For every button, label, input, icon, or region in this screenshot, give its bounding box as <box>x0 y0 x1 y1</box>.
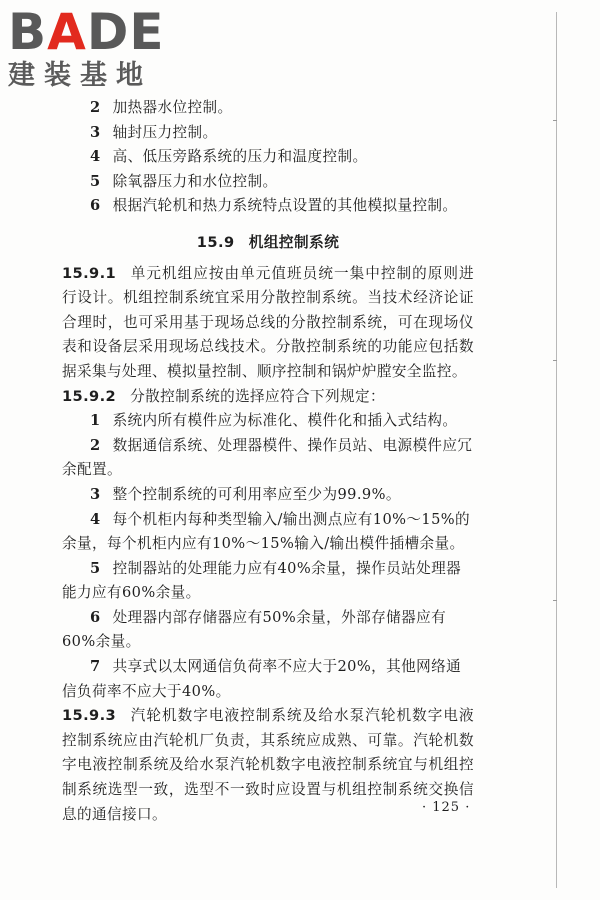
clause-15-9-3 <box>62 704 474 827</box>
item-text: 除氧器压力和水位控制。 <box>112 172 278 190</box>
edge-mark <box>553 360 557 361</box>
logo-subtitle: 建装基地 <box>8 60 152 91</box>
item-number: 6 <box>90 608 101 626</box>
list-item <box>62 409 474 434</box>
item-text: 每个机柜内每种类型输入/输出测点应有10%～15%的余量，每个机柜内应有10%～15%输入/输出模件插槽余量。 <box>62 510 471 553</box>
edge-mark <box>553 120 557 121</box>
item-number: 4 <box>90 148 101 166</box>
item-text: 整个控制系统的可利用率应至少为99.9%。 <box>112 485 401 503</box>
item-text: 根据汽轮机和热力系统特点设置的其他模拟量控制。 <box>112 197 458 215</box>
clause-number: 15.9.2 <box>62 387 117 405</box>
document-body <box>62 96 474 827</box>
bade-logo <box>8 3 178 92</box>
item-number: 2 <box>90 99 101 116</box>
list-item <box>62 194 474 219</box>
item-number: 7 <box>90 658 101 676</box>
list-item <box>62 483 474 508</box>
item-number: 2 <box>90 436 101 454</box>
item-text: 系统内所有模件应为标准化、模件化和插入式结构。 <box>112 412 458 430</box>
logo-letter-a: A <box>47 3 87 61</box>
page-number: · 125 · <box>422 800 471 815</box>
list-top <box>62 96 474 219</box>
clause-number: 15.9.3 <box>62 707 117 725</box>
logo-letters-de: DE <box>86 3 165 61</box>
edge-mark <box>553 600 557 601</box>
list-item <box>62 170 474 195</box>
item-text: 轴封压力控制。 <box>112 123 218 141</box>
item-number: 1 <box>90 412 101 430</box>
list-item <box>62 557 474 606</box>
list-item <box>62 606 474 655</box>
list-item <box>62 508 474 557</box>
page-edge-line <box>556 12 557 888</box>
list-item <box>62 434 474 483</box>
list-clause-2 <box>62 409 474 704</box>
item-text: 数据通信系统、处理器模件、操作员站、电源模件应冗余配置。 <box>62 436 473 479</box>
item-number: 4 <box>90 510 101 528</box>
item-number: 5 <box>90 172 101 190</box>
item-text: 加热器水位控制。 <box>112 99 233 116</box>
item-text: 共享式以太网通信负荷率不应大于20%，其他网络通信负荷率不应大于40%。 <box>62 658 462 700</box>
clause-15-9-1 <box>62 262 474 385</box>
list-item <box>62 655 474 704</box>
clause-text: 分散控制系统的选择应符合下列规定： <box>130 387 386 405</box>
clause-number: 15.9.1 <box>62 264 117 282</box>
item-number: 5 <box>90 559 101 577</box>
list-item <box>62 121 474 146</box>
item-number: 3 <box>90 485 101 503</box>
item-text: 高、低压旁路系统的压力和温度控制。 <box>112 148 368 166</box>
section-heading <box>62 231 474 256</box>
clause-text: 单元机组应按由单元值班员统一集中控制的原则进行设计。机组控制系统宜采用分散控制系统。当技术经济论证合理时，也可采用基于现场总线的分散控制系统，可在现场仪表和设备层采用现场总线技术。分散控制系统的功能应包括数据采集与处理、模拟量控制、顺序控制和锅炉炉膛安全监控。 <box>62 264 474 380</box>
item-text: 处理器内部存储器应有50%余量，外部存储器应有60%余量。 <box>62 608 447 651</box>
item-number: 3 <box>90 123 101 141</box>
clause-text: 汽轮机数字电液控制系统及给水泵汽轮机数字电液控制系统应由汽轮机厂负责，其系统应成熟、可靠。汽轮机数字电液控制系统及给水泵汽轮机数字电液控制系统宜与机组控制系统选型一致，选型不一致时应设置与机组控制系统交换信息的通信接口。 <box>62 707 474 823</box>
section-title: 机组控制系统 <box>248 233 340 251</box>
list-item <box>62 96 474 121</box>
logo-wordmark <box>8 3 178 61</box>
logo-letter-b: B <box>8 3 48 61</box>
section-number: 15.9 <box>196 233 235 251</box>
item-number: 6 <box>90 197 101 215</box>
clause-15-9-2 <box>62 385 474 410</box>
list-item <box>62 145 474 170</box>
item-text: 控制器站的处理能力应有40%余量，操作员站处理器能力应有60%余量。 <box>62 559 462 602</box>
